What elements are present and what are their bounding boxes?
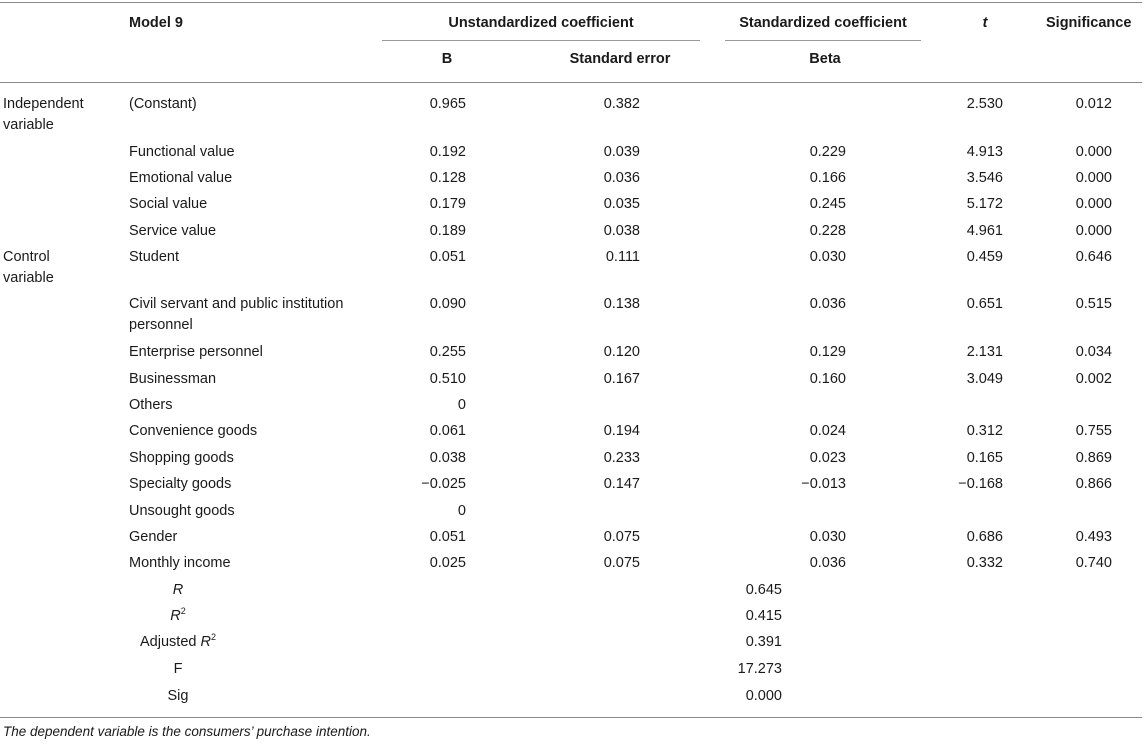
stat-value: 0.000 xyxy=(745,688,782,704)
cell-b: 0 xyxy=(457,397,466,413)
cell-sig: 0.000 xyxy=(1075,223,1112,239)
cell-sig: 0.000 xyxy=(1075,196,1112,212)
cell-t: 0.459 xyxy=(966,249,1003,265)
cell-se: 0.039 xyxy=(603,144,640,160)
cell-se: 0.194 xyxy=(603,423,640,439)
cell-beta: 0.228 xyxy=(809,223,846,239)
stat-label xyxy=(126,686,230,707)
cell-se: 0.138 xyxy=(603,296,640,312)
row-label: (Constant) xyxy=(129,96,197,112)
cell-se: 0.075 xyxy=(603,555,640,571)
row-label: Gender xyxy=(129,529,178,545)
cell-sig: 0.493 xyxy=(1075,529,1112,545)
cell-t: 4.961 xyxy=(966,223,1003,239)
cell-b: 0 xyxy=(457,503,466,519)
stat-label-symbol: R xyxy=(170,608,181,624)
cell-b: 0.128 xyxy=(429,170,466,186)
cell-sig: 0.755 xyxy=(1075,423,1112,439)
row-label: Shopping goods xyxy=(129,450,234,466)
cell-t: 2.530 xyxy=(966,96,1003,112)
header-rule xyxy=(0,82,1142,83)
row-label: Service value xyxy=(129,223,217,239)
cell-sig: 0.515 xyxy=(1075,296,1112,312)
cell-sig: 0.000 xyxy=(1075,144,1112,160)
stat-label-symbol: F xyxy=(173,661,183,677)
footnote: The dependent variable is the consumers’ purchase intention. xyxy=(3,724,371,739)
group-label-control-2: variable xyxy=(3,270,54,286)
significance-header: Significance xyxy=(1046,15,1132,31)
stat-label-symbol: Sig xyxy=(167,688,189,704)
cell-t: 0.165 xyxy=(966,450,1003,466)
cell-t: 0.332 xyxy=(966,555,1003,571)
t-header: t xyxy=(982,15,988,31)
cell-sig: 0.012 xyxy=(1075,96,1112,112)
cell-se: 0.147 xyxy=(603,476,640,492)
b-header: B xyxy=(441,51,453,67)
row-label: Social value xyxy=(129,196,208,212)
stat-label xyxy=(126,606,230,627)
cell-se: 0.035 xyxy=(603,196,640,212)
cell-b: 0.061 xyxy=(429,423,466,439)
cell-sig: 0.866 xyxy=(1075,476,1112,492)
bottom-rule xyxy=(0,717,1142,718)
row-label: Businessman xyxy=(129,371,217,387)
standard-error-header: Standard error xyxy=(569,51,671,67)
cell-b: 0.255 xyxy=(429,344,466,360)
row-label: Emotional value xyxy=(129,170,233,186)
cell-se: 0.167 xyxy=(603,371,640,387)
cell-t: 4.913 xyxy=(966,144,1003,160)
unstandardized-subrule xyxy=(382,40,700,41)
cell-sig: 0.000 xyxy=(1075,170,1112,186)
stat-label xyxy=(126,659,230,680)
cell-se: 0.120 xyxy=(603,344,640,360)
row-label: Unsought goods xyxy=(129,503,235,519)
cell-t: 0.651 xyxy=(966,296,1003,312)
cell-b: 0.179 xyxy=(429,196,466,212)
row-label: Specialty goods xyxy=(129,476,232,492)
group-label-control-1: Control xyxy=(3,249,50,265)
stat-label-superscript: 2 xyxy=(180,606,186,617)
cell-se: 0.038 xyxy=(603,223,640,239)
row-label: Enterprise personnel xyxy=(129,344,263,360)
cell-t: 5.172 xyxy=(966,196,1003,212)
cell-b: −0.025 xyxy=(421,476,466,492)
cell-b: 0.025 xyxy=(429,555,466,571)
standardized-subrule xyxy=(725,40,921,41)
cell-se: 0.036 xyxy=(603,170,640,186)
cell-se: 0.382 xyxy=(603,96,640,112)
cell-t: 0.686 xyxy=(966,529,1003,545)
top-rule xyxy=(0,2,1142,3)
cell-b: 0.038 xyxy=(429,450,466,466)
stat-value: 17.273 xyxy=(737,661,782,677)
row-label: Civil servant and public institution personnel xyxy=(129,296,344,333)
cell-beta: 0.030 xyxy=(809,529,846,545)
cell-beta: 0.024 xyxy=(809,423,846,439)
cell-t: −0.168 xyxy=(958,476,1003,492)
standardized-header: Standardized coefficient xyxy=(739,15,907,31)
group-label-independent-1: Independent xyxy=(3,96,84,112)
cell-sig: 0.002 xyxy=(1075,371,1112,387)
stat-label-superscript: 2 xyxy=(210,632,216,643)
cell-b: 0.051 xyxy=(429,529,466,545)
cell-t: 3.546 xyxy=(966,170,1003,186)
stat-label-symbol: R xyxy=(172,582,184,598)
cell-beta: 0.036 xyxy=(809,296,846,312)
row-label: Student xyxy=(129,249,179,265)
cell-b: 0.965 xyxy=(429,96,466,112)
row-label: Monthly income xyxy=(129,555,231,571)
stat-label-prefix: Adjusted xyxy=(140,634,201,650)
cell-se: 0.233 xyxy=(603,450,640,466)
cell-beta: −0.013 xyxy=(801,476,846,492)
stat-label-symbol: R xyxy=(200,634,211,650)
cell-sig: 0.869 xyxy=(1075,450,1112,466)
beta-header: Beta xyxy=(809,51,841,67)
cell-beta: 0.036 xyxy=(809,555,846,571)
cell-t: 0.312 xyxy=(966,423,1003,439)
cell-b: 0.090 xyxy=(429,296,466,312)
cell-beta: 0.166 xyxy=(809,170,846,186)
cell-t: 3.049 xyxy=(966,371,1003,387)
model-header: Model 9 xyxy=(129,15,183,31)
stat-label xyxy=(126,632,230,653)
row-label: Convenience goods xyxy=(129,423,258,439)
row-label: Functional value xyxy=(129,144,235,160)
cell-sig: 0.646 xyxy=(1075,249,1112,265)
cell-b: 0.051 xyxy=(429,249,466,265)
cell-b: 0.192 xyxy=(429,144,466,160)
stat-label xyxy=(126,580,230,601)
group-label-independent-2: variable xyxy=(3,117,54,133)
cell-beta: 0.245 xyxy=(809,196,846,212)
stat-value: 0.391 xyxy=(745,634,782,650)
cell-se: 0.075 xyxy=(603,529,640,545)
row-label: Others xyxy=(129,397,173,413)
cell-b: 0.189 xyxy=(429,223,466,239)
cell-beta: 0.160 xyxy=(809,371,846,387)
cell-beta: 0.030 xyxy=(809,249,846,265)
cell-se: 0.111 xyxy=(605,249,640,265)
stat-value: 0.645 xyxy=(745,582,782,598)
cell-sig: 0.034 xyxy=(1075,344,1112,360)
cell-t: 2.131 xyxy=(966,344,1003,360)
cell-beta: 0.129 xyxy=(809,344,846,360)
stat-value: 0.415 xyxy=(745,608,782,624)
unstandardized-header: Unstandardized coefficient xyxy=(448,15,634,31)
cell-sig: 0.740 xyxy=(1075,555,1112,571)
cell-beta: 0.229 xyxy=(809,144,846,160)
cell-beta: 0.023 xyxy=(809,450,846,466)
cell-b: 0.510 xyxy=(429,371,466,387)
